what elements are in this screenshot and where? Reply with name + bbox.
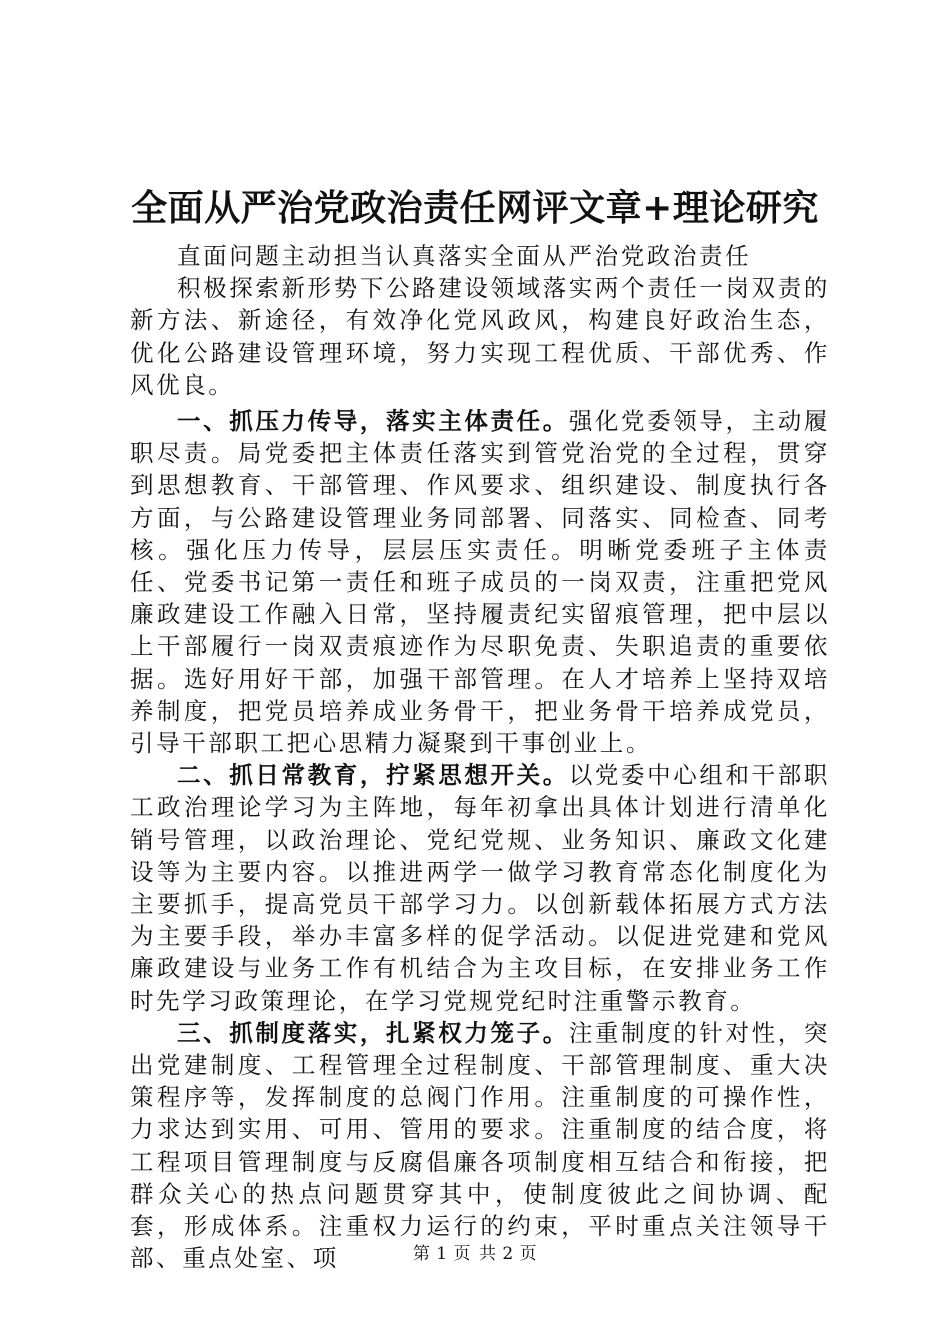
section-3-heading: 三、抓制度落实，扎紧权力笼子。 (177, 1018, 569, 1047)
section-1-paragraph (130, 405, 830, 759)
section-3-body: 注重制度的针对性，突出党建制度、工程管理全过程制度、干部管理制度、重大决策程序等，发挥制度的总阀门作用。注重制度的可操作性，力求达到实用、可用、管用的要求。注重制度的结合度，将工程项目管理制度与反腐倡廉各项制度相互结合和衔接，把群众关心的热点问题贯穿其中，使制度彼此之间协调、配套，形成体系。注重权力运行的约束，平时重点关注领导干部、重点处室、项 (130, 1018, 830, 1273)
intro-paragraph: 积极探索新形势下公路建设领域落实两个责任一岗双责的新方法、新途径，有效净化党风政风，构建良好政治生态，优化公路建设管理环境，努力实现工程优质、干部优秀、作风优良。 (130, 274, 830, 399)
section-2-heading: 二、抓日常教育，拧紧思想开关。 (177, 761, 569, 790)
section-2-body: 以党委中心组和干部职工政治理论学习为主阵地，每年初拿出具体计划进行清单化销号管理，以政治理论、党纪党规、业务知识、廉政文化建设等为主要内容。以推进两学一做学习教育常态化制度化为主要抓手，提高党员干部学习力。以创新载体拓展方式方法为主要手段，举办丰富多样的促学活动。以促进党建和党风廉政建设与业务工作有机结合为主攻目标，在安排业务工作时先学习政策理论，在学习党规党纪时注重警示教育。 (130, 761, 830, 1015)
section-1-heading: 一、抓压力传导，落实主体责任。 (177, 407, 569, 436)
document-subtitle: 直面问题主动担当认真落实全面从严治党政治责任 (177, 242, 752, 270)
section-3-paragraph (130, 1017, 830, 1275)
document-body (130, 240, 830, 1275)
section-1-body: 强化党委领导，主动履职尽责。局党委把主体责任落实到管党治党的全过程，贯穿到思想教育、干部管理、作风要求、组织建设、制度执行各方面，与公路建设管理业务同部署、同落实、同检查、同考核。强化压力传导，层层压实责任。明晰党委班子主体责任、党委书记第一责任和班子成员的一岗双责，注重把党风廉政建设工作融入日常，坚持履责纪实留痕管理，把中层以上干部履行一岗双责痕迹作为尽职免责、失职追责的重要依据。选好用好干部，加强干部管理。在人才培养上坚持双培养制度，把党员培养成业务骨干，把业务骨干培养成党员，引导干部职工把心思精力凝聚到干事创业上。 (130, 407, 830, 758)
document-title: 全面从严治党政治责任网评文章+理论研究 (131, 187, 819, 229)
page-footer (0, 1242, 950, 1266)
section-2-paragraph (130, 759, 830, 1017)
page-number: 第 1 页 (412, 1244, 471, 1264)
page-total: 共 2 页 (479, 1244, 538, 1264)
